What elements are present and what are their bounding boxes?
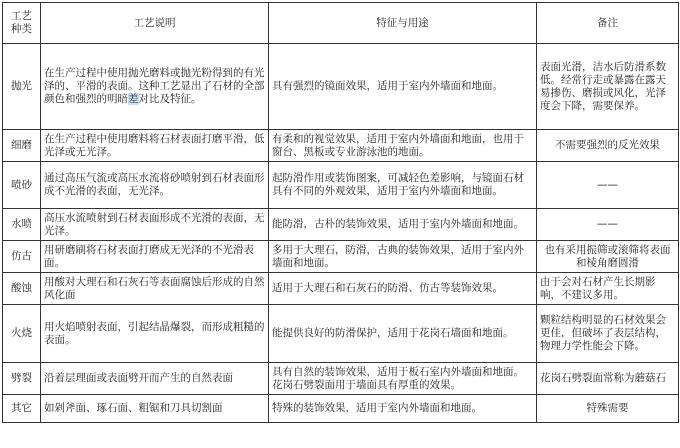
table-row (3, 305, 679, 363)
row-description: 如剁斧面、琢石面、粗锯和刀具切割面 (41, 395, 269, 423)
stone-surface-process-table (2, 2, 679, 423)
table-row (3, 363, 679, 395)
row-description (41, 44, 269, 130)
row-features: 具有自然的装饰效果，适用于板石室内外墙面和地面。花岗石劈裂面用于墙面具有厚重的效果。 (269, 363, 537, 395)
row-kind: 喷砂 (3, 162, 41, 209)
header-features: 特征与用途 (269, 3, 537, 44)
table-row (3, 130, 679, 162)
header-description: 工艺说明 (41, 3, 269, 44)
row-features: 有柔和的视觉效果，适用于室内外墙面和地面，也用于窗台、黑板或专业游泳池的地面。 (269, 130, 537, 162)
description-text-end: 对比及特征。 (138, 93, 202, 105)
row-note: 由于会对石材产生长期影响，不建议多用。 (537, 273, 679, 305)
row-note: 表面光滑，洁水后防滑系数低。经常行走或暴露在露天易掺伤、磨损或风化，光泽度会下降，需要保养。 (537, 44, 679, 130)
table-row (3, 162, 679, 209)
header-kind: 工艺种类 (3, 3, 41, 44)
table-row (3, 395, 679, 423)
row-kind: 细磨 (3, 130, 41, 162)
row-features: 多用于大理石，防滑，古典的装饰效果，适用于室内外墙面和地面。 (269, 241, 537, 273)
row-features: 起防滑作用或装饰图案，可减轻色差影响，与镜面石材具有不同的外观效果，适用于室内外墙面和地面。 (269, 162, 537, 209)
row-kind: 酸蚀 (3, 273, 41, 305)
row-features: 能提供良好的防滑保护，适用于花岗石墙面和地面。 (269, 305, 537, 363)
description-text: 在生产过程中使用抛光磨料或抛光粉得到的有光泽的、平滑的表面。这种工艺显出了石材的全部颜色和强烈的明暗 (44, 67, 265, 105)
row-note: 也有采用振筛或滚筛将表面和棱角磨圆滑 (537, 241, 679, 273)
row-kind: 火烧 (3, 305, 41, 363)
row-note: 颗粒结构明显的石材效果会更佳，但破坏了表层结构，物理力学性能会下降。 (537, 305, 679, 363)
row-description: 高压水流喷射到石材表面形成不光滑的表面，无光泽。 (41, 209, 269, 241)
row-note: 特殊需要 (537, 395, 679, 423)
row-description: 用酸对大理石和石灰石等表面腐蚀后形成的自然风化面 (41, 273, 269, 305)
row-note: 花岗石劈裂面常称为蘑菇石 (537, 363, 679, 395)
highlighted-text: 差 (128, 93, 139, 105)
row-note: —— (537, 209, 679, 241)
row-description: 用研磨刷将石材表面打磨成无光泽的不光滑表面。 (41, 241, 269, 273)
row-kind: 其它 (3, 395, 41, 423)
table-row (3, 241, 679, 273)
row-note: —— (537, 162, 679, 209)
row-features: 具有强烈的镜面效果，适用于室内外墙面和地面。 (269, 44, 537, 130)
row-description: 沿着层理面或表面劈开而产生的自然表面 (41, 363, 269, 395)
table-header-row (3, 3, 679, 44)
table-row (3, 44, 679, 130)
row-features: 适用于大理石和石灰石的防滑、仿古等装饰效果。 (269, 273, 537, 305)
row-kind: 仿古 (3, 241, 41, 273)
row-features: 能防滑，古朴的装饰效果，适用于室内外墙面和地面。 (269, 209, 537, 241)
row-note: 不需要强烈的反光效果 (537, 130, 679, 162)
row-kind: 抛光 (3, 44, 41, 130)
table-row (3, 209, 679, 241)
row-description: 通过高压气流或高压水流将砂喷射到石材表面形成不光滑的表面，无光泽。 (41, 162, 269, 209)
row-kind: 劈裂 (3, 363, 41, 395)
row-description: 用火焰喷射表面，引起结晶爆裂，而形成粗糙的表面。 (41, 305, 269, 363)
process-table-wrapper (2, 2, 679, 423)
header-note: 备注 (537, 3, 679, 44)
row-description: 在生产过程中使用磨料将石材表面打磨平滑，低光泽或无光泽。 (41, 130, 269, 162)
table-row (3, 273, 679, 305)
row-kind: 水喷 (3, 209, 41, 241)
row-features: 特殊的装饰效果，适用于室内外墙面和地面。 (269, 395, 537, 423)
